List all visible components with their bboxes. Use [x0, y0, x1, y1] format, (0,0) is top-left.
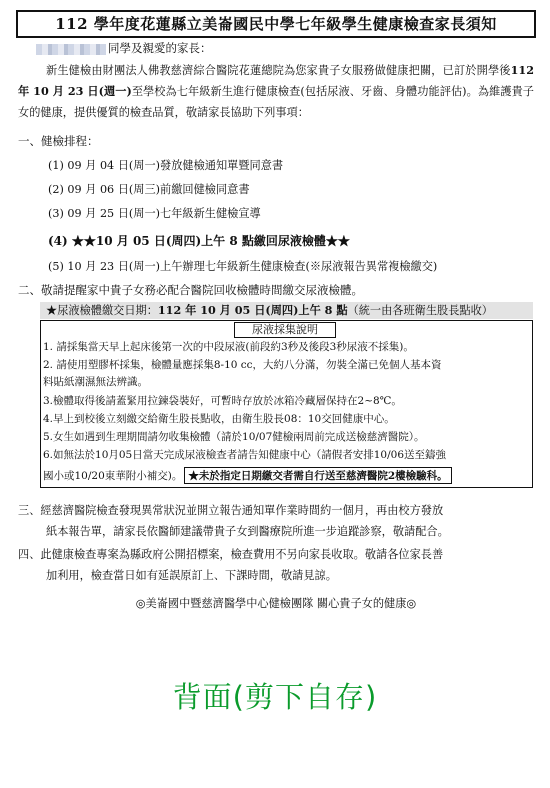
schedule-item: (3) 09 月 25 日(周一)七年級新生健檢宣導 — [48, 207, 261, 220]
section3-line2: 紙本報告單，請家長依醫師建議帶貴子女到醫療院所進一步追蹤診察，敬請配合。 — [46, 525, 449, 538]
urine-line: 5.女生如遇到生理期間請勿收集檢體（請於10/07健檢兩周前完成送檢慈濟醫院）。 — [43, 431, 425, 443]
section2-heading: 二、敬請提醒家中貴子女務必配合醫院回收檢體時間繳交尿液檢體。 — [18, 283, 363, 297]
urine-line: 6.如無法於10月05日當天完成尿液檢查者請告知健康中心（請假者安排10/06送至鑄強 — [43, 449, 446, 461]
urine-line: 4.早上到校後立刻繳交給衛生股長點收，由衛生股長08：10交回健康中心。 — [43, 413, 395, 425]
section3-line1: 三、經慈濟醫院檢查發現異常狀況並開立報告通知單作業時間約一個月，再由校方發放 — [18, 504, 444, 517]
urine-box-title: 尿液採集說明 — [234, 322, 336, 338]
intro-date: 112 年 10 月 23 日(週一) — [18, 63, 534, 98]
warning-box: ★未於指定日期繳交者需自行送至慈濟醫院2樓檢驗科。 — [184, 467, 451, 484]
deadline-suffix: （統一由各班衛生股長點收） — [347, 304, 493, 317]
schedule-item: (5) 10 月 23 日(周一)上午辦理七年級新生健康檢查(※尿液報告異常複檢繳交) — [48, 260, 438, 273]
deadline-prefix: ★尿液檢體繳交日期： — [46, 304, 158, 317]
intro-paragraph — [18, 60, 534, 123]
deadline-bar — [40, 302, 533, 319]
page-title: 112 學年度花蓮縣立美崙國民中學七年級學生健康檢查家長須知 — [16, 10, 536, 38]
urine-line: 2. 請使用塑膠杯採集，檢體量應採集8-10 cc，大約八分滿，勿裝全滿已免個人基本資 — [43, 359, 442, 371]
schedule-item: (2) 09 月 06 日(周三)前繳回健檢同意書 — [48, 183, 250, 196]
signature: ◎美崙國中暨慈濟醫學中心健檢團隊 關心貴子女的健康◎ — [135, 597, 417, 610]
salutation-text: 同學及親愛的家長： — [108, 41, 212, 55]
section3 — [18, 500, 534, 542]
urine-line: 料貼紙潮濕無法辨識。 — [43, 376, 148, 388]
back-cut-note: 背面(剪下自存) — [172, 680, 378, 714]
schedule-item-highlight: (4) ★★10 月 05 日(周四)上午 8 點繳回尿液檢體★★ — [48, 234, 350, 248]
urine-line: 1. 請採集當天早上起床後第一次的中段尿液(前段約3秒及後段3秒尿液不採集)。 — [43, 341, 414, 353]
urine-instructions-box — [40, 320, 533, 488]
schedule-item: (1) 09 月 04 日(周一)發放健檢通知單暨同意書 — [48, 159, 284, 172]
section4 — [18, 544, 534, 586]
intro-part2: 至學校為七年級新生進行健康檢查(包括尿液、牙齒、身體功能評估)。為維護貴子女的健康，提供優質的檢查品質，敬請家長協助下列事項： — [18, 85, 534, 119]
intro-part1: 新生健檢由財團法人佛教慈濟綜合醫院花蓮總院為您家貴子女服務做健康把關，已訂於開學後 — [46, 64, 511, 77]
section4-line1: 四、此健康檢查專案為縣政府公開招標案，檢查費用不另向家長收取。敬請各位家長善 — [18, 548, 444, 561]
urine-line: 3.檢體取得後請蓋緊用拉鍊袋裝好，可暫時存放於冰箱冷藏層保持在2~8℃。 — [43, 395, 402, 407]
redacted-name — [36, 44, 106, 55]
section4-line2: 加利用，檢查當日如有延誤原訂上、下課時間，敬請見諒。 — [46, 569, 337, 582]
salutation — [36, 40, 212, 56]
urine-line-text: 國小或10/20東華附小補交)。 — [43, 470, 183, 482]
section1-heading: 一、健檢排程： — [18, 134, 99, 148]
urine-line-last — [43, 467, 452, 484]
deadline-date: 112 年 10 月 05 日(周四)上午 8 點 — [157, 303, 348, 317]
